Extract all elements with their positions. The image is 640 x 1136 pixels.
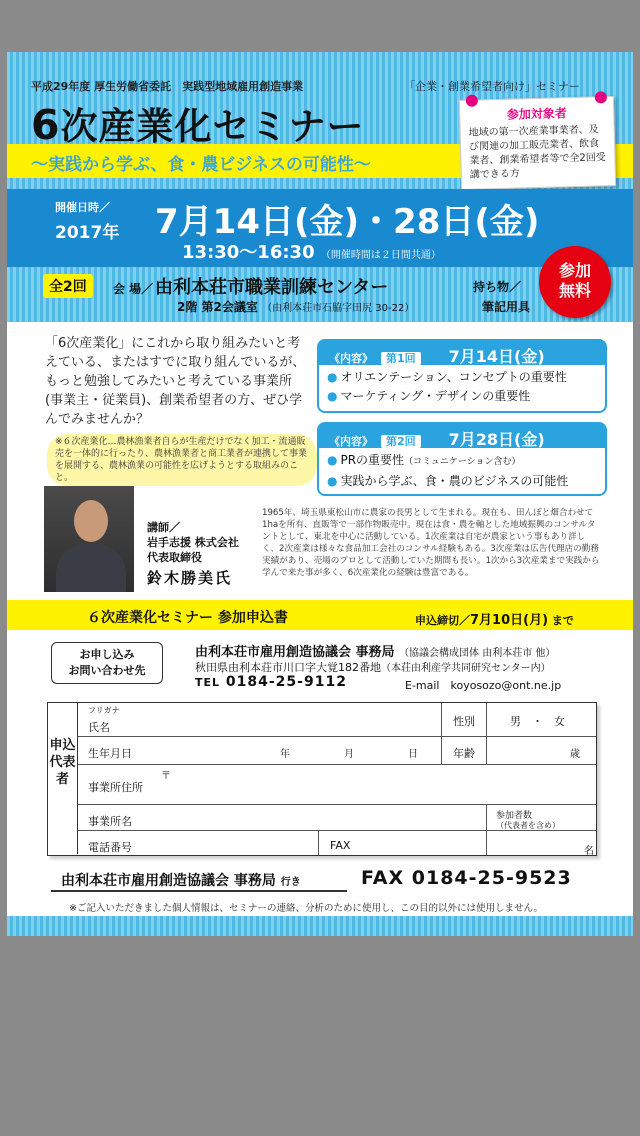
session-date: 7月14日(金) bbox=[448, 347, 545, 366]
speaker-info bbox=[147, 520, 239, 586]
age-unit: 歳 bbox=[570, 749, 580, 760]
day-label: 日 bbox=[408, 749, 418, 760]
birthdate-label: 生年月日 bbox=[88, 747, 132, 760]
postal-mark: 〒 bbox=[161, 771, 171, 782]
application-form bbox=[47, 702, 597, 856]
venue-address: （由利本荘市石脇字田尻 30-22） bbox=[262, 303, 415, 314]
organizer-address: 秋田県由利本荘市川口字大覚182番地（本荘由利産学共同研究センター内） bbox=[195, 661, 551, 674]
age-label: 年齢 bbox=[453, 747, 475, 760]
session-tag: 《内容》 bbox=[329, 352, 373, 365]
seminar-flyer bbox=[7, 52, 633, 936]
date-label: 開催日時／ bbox=[55, 201, 110, 214]
session-header bbox=[319, 341, 605, 365]
phone-label: 電話番号 bbox=[88, 841, 132, 854]
fax-number: FAX 0184-25-9523 bbox=[361, 867, 572, 889]
page-title bbox=[31, 96, 365, 150]
target-heading: 参加対象者 bbox=[506, 106, 567, 122]
bullet-icon: ● bbox=[327, 370, 338, 384]
program-session-2 bbox=[317, 422, 607, 496]
speaker-bio: 1965年、埼玉県東松山市に農家の長男として生まれる。現在も、田んぼと畑合わせて1haを所有、直販等で一部作物販売中。現在は食・農を軸とした地域振興のコンサルタントとして、東北を中心に活動している。1次産業は自宅が農家という事もあり詳しく、2次産業は様々な食品加工会社のコンサル経験もある。3次産業は広告代理店の勤務実績があり、売場のプロとして活動していた期間も長い。1次から3次産業まで実践から学んで来た事が多く、6次産業化の経験は豊富である。 bbox=[262, 508, 600, 578]
gender-options[interactable]: 男 ・ 女 bbox=[510, 715, 565, 728]
venue-room bbox=[177, 298, 414, 315]
title-number: 6 bbox=[31, 101, 61, 149]
bullet-icon: ● bbox=[327, 453, 338, 467]
participants-label: 参加者数 bbox=[496, 811, 533, 821]
session-header bbox=[319, 424, 605, 448]
organizer: 由利本荘市雇用創造協議会 事務局 （協議会構成団体 由利本荘市 他） bbox=[195, 645, 556, 660]
session-tag: 《内容》 bbox=[329, 435, 373, 448]
audience-tag: 「企業・創業希望者向け」セミナー bbox=[404, 80, 580, 93]
business-address-label: 事業所住所 bbox=[88, 781, 143, 794]
room-name: 2階 第2会議室 bbox=[177, 300, 258, 314]
applicant-side-label: 申込代表者 bbox=[48, 703, 78, 854]
list-item: ● 実践から学ぶ、食・農のビジネスの可能性 bbox=[327, 474, 569, 488]
fax-label: FAX bbox=[330, 839, 351, 852]
list-item: ● オリエンテーション、コンセプトの重要性 bbox=[327, 370, 567, 384]
list-item: ● マーケティング・デザインの重要性 bbox=[327, 389, 531, 403]
participants-note: （代表者を含め） bbox=[496, 821, 560, 830]
time-value: 13:30～16:30 bbox=[182, 242, 315, 263]
session-round: 第1回 bbox=[381, 352, 421, 365]
bullet-icon: ● bbox=[327, 474, 338, 488]
time-note: （開催時間は２日間共通） bbox=[320, 250, 441, 261]
program-session-1 bbox=[317, 339, 607, 413]
venue-label: 会 場／ bbox=[113, 282, 154, 296]
venue-name: 由利本荘市職業訓練センター bbox=[155, 277, 389, 298]
subtitle: ～実践から学ぶ、食・農ビジネスの可能性～ bbox=[31, 155, 371, 175]
deadline-date: 7月10日(月) bbox=[470, 613, 549, 628]
pushpin-icon bbox=[595, 91, 607, 103]
deadline: 申込締切／7月10日(月) まで bbox=[415, 613, 574, 628]
furigana-label: フリガナ bbox=[88, 706, 120, 715]
event-time bbox=[182, 238, 441, 264]
belongings-label: 持ち物／ bbox=[473, 280, 522, 294]
form-title: ６次産業化セミナー 参加申込書 bbox=[87, 610, 288, 626]
belongings: 筆記用具 bbox=[482, 300, 531, 314]
list-item: ● PRの重要性（コミュニケーション含む） bbox=[327, 453, 521, 467]
organizer-tel: TEL 0184-25-9112 bbox=[195, 674, 347, 690]
free-badge-line1: 参加 bbox=[558, 261, 591, 280]
name-label: 氏名 bbox=[88, 721, 110, 734]
year-label: 年 bbox=[280, 749, 290, 760]
free-badge-line2: 無料 bbox=[558, 281, 591, 300]
speaker-company: 岩手志援 株式会社 bbox=[147, 536, 239, 549]
event-dates: 7月14日(金)・28日(金) bbox=[155, 202, 540, 242]
speaker-label: 講師／ bbox=[147, 521, 180, 534]
form-row-address bbox=[78, 765, 596, 805]
company-name-label: 事業所名 bbox=[88, 815, 132, 828]
gender-label: 性別 bbox=[453, 715, 475, 728]
definition-note: ※６次産業化…農林漁業者自らが生産だけでなく加工・流通販売を一体的に行ったり、農林漁業者と商工業者が連携して事業を展開する、農林漁業の可能性を広げようとする取組みのこと。 bbox=[47, 434, 317, 486]
bullet-icon: ● bbox=[327, 389, 338, 403]
session-date: 7月28日(金) bbox=[448, 430, 545, 449]
contact-box: お申し込み お問い合わせ先 bbox=[51, 642, 163, 684]
footer-band bbox=[7, 916, 633, 936]
speaker-photo bbox=[44, 486, 134, 592]
privacy-note: ※ご記入いただきました個人情報は、セミナーの連絡、分析のために使用し、この目的以外には使用しません。 bbox=[69, 903, 544, 914]
free-badge bbox=[539, 246, 611, 318]
target-text: 地域の第一次産業事業者、及び関連の加工販売業者、飲食業者、創業希望者等で全2回受講できる方 bbox=[468, 124, 606, 181]
organizer-email: E-mail koyosozo@ont.ne.jp bbox=[405, 679, 562, 692]
speaker-name: 鈴木勝美氏 bbox=[147, 569, 233, 587]
session-round: 第2回 bbox=[381, 435, 421, 448]
participants-unit: 名 bbox=[584, 846, 594, 857]
sponsor-text: 平成29年度 厚生労働省委託 実践型地域雇用創造事業 bbox=[31, 80, 304, 93]
pushpin-icon bbox=[466, 95, 478, 107]
date-year: 2017年 bbox=[55, 223, 120, 243]
form-row-birth bbox=[78, 737, 596, 765]
session-count: 全2回 bbox=[43, 274, 93, 298]
intro-text: 「6次産業化」にこれから取り組みたいと考えている、またはすでに取り組んでいるが、もっと勉強してみたいと考えている事業所 (事業主・従業員)、創業希望者の方、ぜひ学んでみませんか？ bbox=[45, 336, 306, 427]
target-audience-note bbox=[459, 96, 616, 190]
divider bbox=[51, 890, 347, 892]
title-text: 次産業化セミナー bbox=[60, 105, 365, 148]
return-address: 由利本荘市雇用創造協議会 事務局 行き bbox=[61, 873, 301, 889]
speaker-title: 代表取締役 bbox=[147, 551, 202, 564]
month-label: 月 bbox=[344, 749, 354, 760]
